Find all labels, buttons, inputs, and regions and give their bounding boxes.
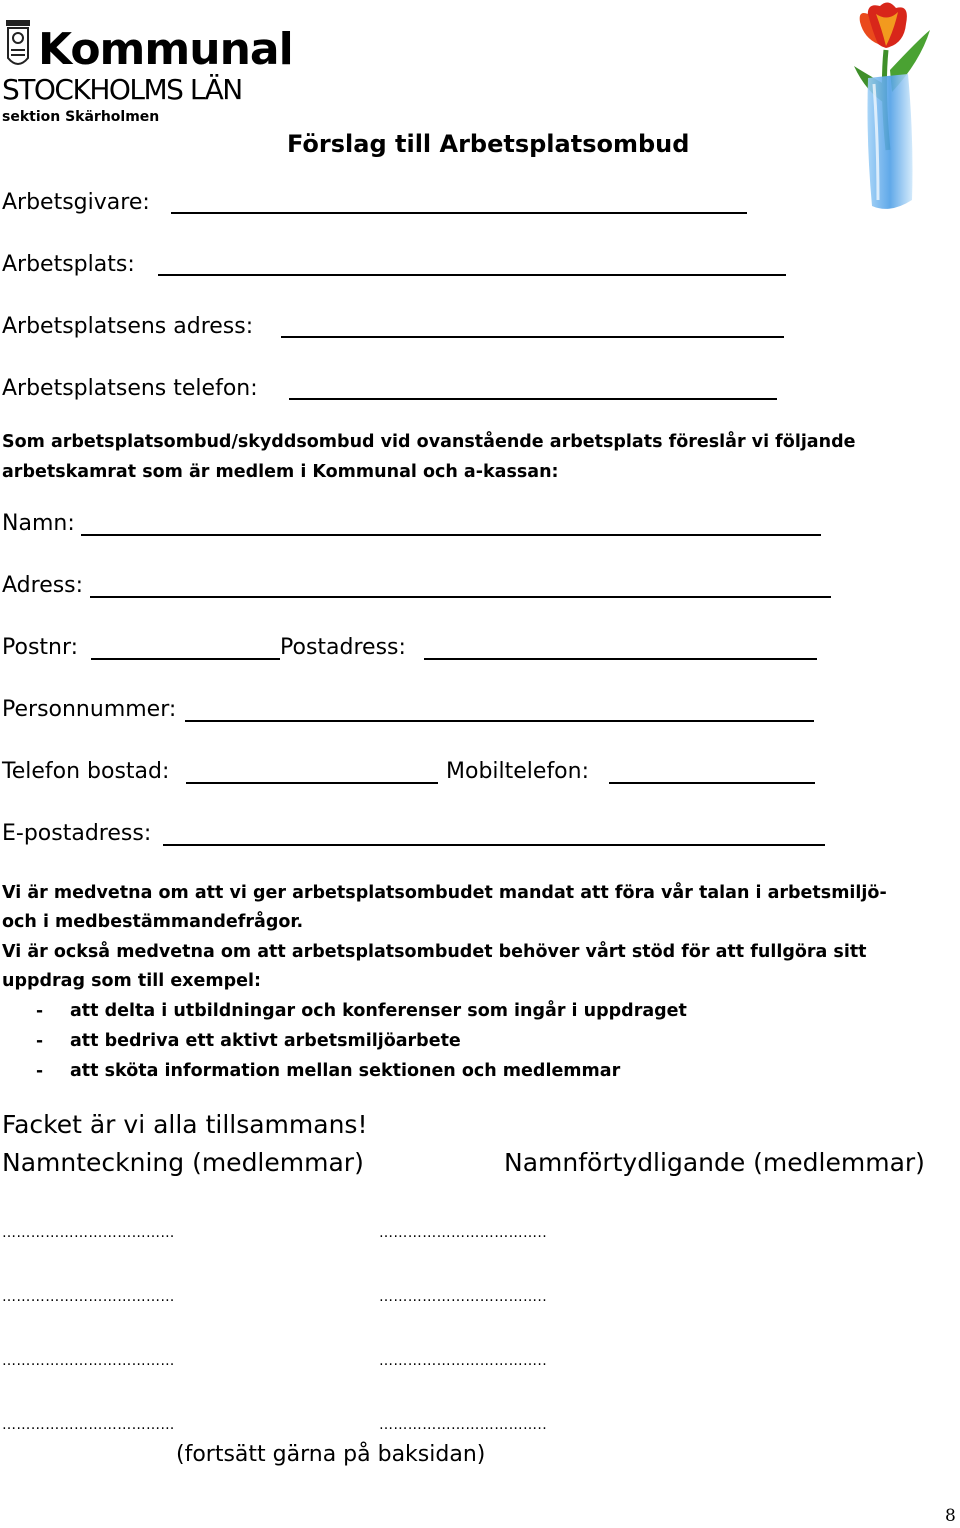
tulip-vase-icon [838,0,948,218]
bullet-dash: - [36,1031,44,1051]
mandate-line-1: Vi är medvetna om att vi ger arbetsplatsombudet mandat att föra vår talan i arbetsmiljö- [2,883,887,903]
home-phone-label: Telefon bostad: [2,759,170,784]
bullet-item: att sköta information mellan sektionen och medlemmar [70,1061,621,1081]
mandate-line-4: uppdrag som till exempel: [2,971,261,991]
printed-name-column-header: Namnförtydligande (medlemmar) [504,1148,925,1177]
logo-section: sektion Skärholmen [2,109,160,125]
postnr-input-line[interactable] [91,658,280,660]
email-label: E-postadress: [2,821,152,846]
mandate-line-2: och i medbestämmandefrågor. [2,912,304,932]
workplace-input-line[interactable] [158,274,786,276]
signature-line[interactable]: ……………………………… [2,1353,175,1369]
logo-region: STOCKHOLMS LÄN [2,73,242,106]
name-input-line[interactable] [81,534,821,536]
name-label: Namn: [2,511,75,536]
signature-line[interactable]: ……………………………… [2,1225,175,1241]
printed-name-line[interactable]: …………………………….. [379,1225,548,1241]
slogan: Facket är vi alla tillsammans! [2,1110,368,1139]
bullet-dash: - [36,1001,44,1021]
postadress-input-line[interactable] [424,658,817,660]
continue-note: (fortsätt gärna på baksidan) [176,1442,486,1467]
address-label: Adress: [2,573,84,598]
printed-name-line[interactable]: …………………………….. [379,1289,548,1305]
signature-line[interactable]: ……………………………… [2,1289,175,1305]
mandate-line-3: Vi är också medvetna om att arbetsplatsombudet behöver vårt stöd för att fullgöra sitt [2,942,867,962]
postadress-label: Postadress: [280,635,406,660]
printed-name-line[interactable]: …………………………….. [379,1417,548,1433]
bullet-dash: - [36,1061,44,1081]
signature-line[interactable]: ……………………………… [2,1417,175,1433]
signature-column-header: Namnteckning (medlemmar) [2,1148,364,1177]
workplace-label: Arbetsplats: [2,252,135,277]
address-input-line[interactable] [90,596,831,598]
workplace-address-label: Arbetsplatsens adress: [2,314,254,339]
email-input-line[interactable] [163,844,825,846]
postnr-label: Postnr: [2,635,79,660]
printed-name-line[interactable]: …………………………….. [379,1353,548,1369]
workplace-phone-input-line[interactable] [289,398,777,400]
workplace-address-input-line[interactable] [281,336,784,338]
crest-icon [2,18,34,78]
bullet-item: att delta i utbildningar och konferenser som ingår i uppdraget [70,1001,687,1021]
kommunal-logo [0,14,292,124]
form-title: Förslag till Arbetsplatsombud [287,130,690,158]
personnummer-input-line[interactable] [185,720,814,722]
employer-input-line[interactable] [171,212,747,214]
home-phone-input-line[interactable] [186,782,438,784]
workplace-phone-label: Arbetsplatsens telefon: [2,376,258,401]
mobile-phone-input-line[interactable] [609,782,815,784]
logo-wordmark: Kommunal [38,24,293,75]
personnummer-label: Personnummer: [2,697,177,722]
mobile-phone-label: Mobiltelefon: [446,759,589,784]
page-number: 8 [945,1506,956,1526]
intro-line-2: arbetskamrat som är medlem i Kommunal och a-kassan: [2,462,559,482]
bullet-item: att bedriva ett aktivt arbetsmiljöarbete [70,1031,461,1051]
intro-line-1: Som arbetsplatsombud/skyddsombud vid ovanstående arbetsplats föreslår vi följande [2,432,856,452]
employer-label: Arbetsgivare: [2,190,150,215]
